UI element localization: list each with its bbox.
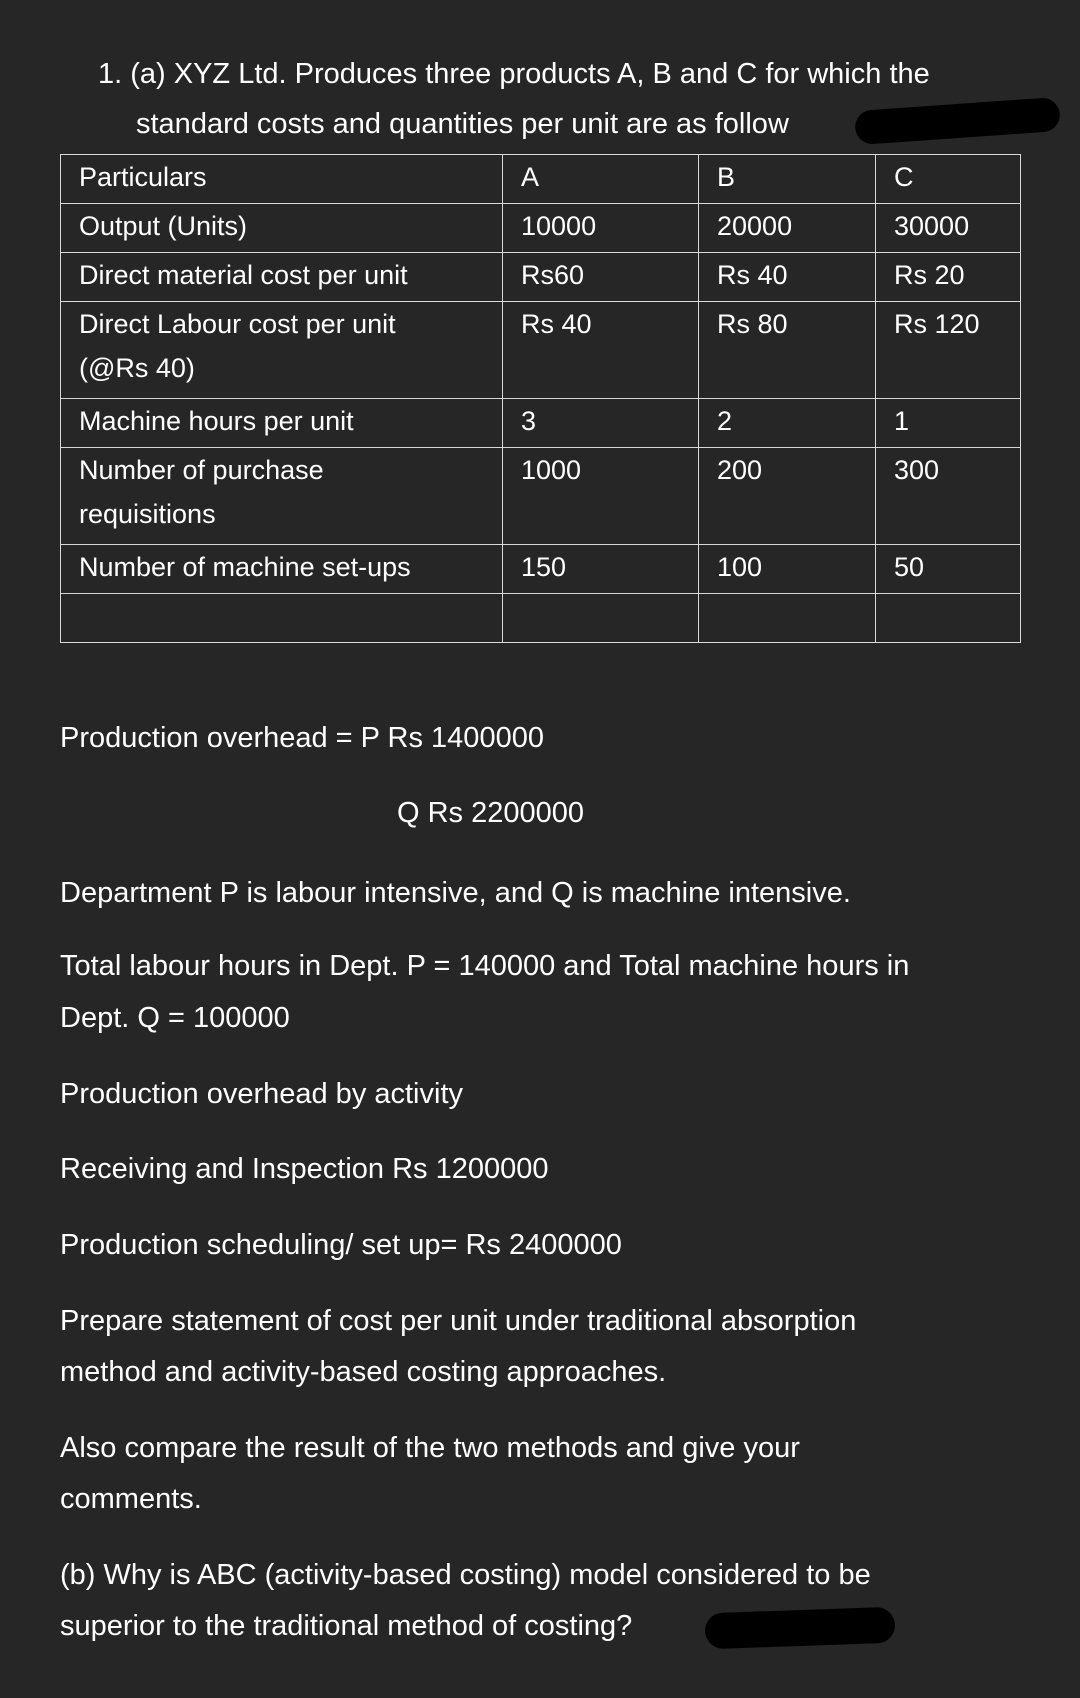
- cell-c: Rs 120: [876, 302, 1021, 399]
- table-row-purchase-requisitions: [61, 448, 1021, 545]
- cell-c: 300: [876, 448, 1021, 545]
- cell-c: 50: [876, 545, 1021, 594]
- cell-b: Rs 40: [699, 253, 876, 302]
- header-product-b: B: [699, 155, 876, 204]
- standard-costs-table: [60, 154, 1021, 643]
- row-label: Machine hours per unit: [61, 399, 503, 448]
- table-row-machine-setups: [61, 545, 1021, 594]
- empty-cell: [503, 594, 699, 643]
- cell-c: 30000: [876, 204, 1021, 253]
- header-product-a: A: [503, 155, 699, 204]
- row-label: Number of machine set-ups: [61, 545, 503, 594]
- cell-a: 3: [503, 399, 699, 448]
- question-line-2: standard costs and quantities per unit are as follow: [136, 108, 789, 140]
- part-b-line-2: superior to the traditional method of costing?: [60, 1610, 633, 1642]
- activity-heading: Production overhead by activity: [60, 1078, 463, 1110]
- row-label-cell: [61, 302, 503, 399]
- hours-line-1: Total labour hours in Dept. P = 140000 and Total machine hours in: [60, 950, 910, 982]
- row-label-sub: (@Rs 40): [79, 353, 195, 383]
- department-note: Department P is labour intensive, and Q is machine intensive.: [60, 877, 851, 909]
- empty-cell: [61, 594, 503, 643]
- redaction-scribble-bottom: [704, 1607, 895, 1650]
- activity-scheduling: Production scheduling/ set up= Rs 2400000: [60, 1229, 622, 1261]
- cell-a: Rs 40: [503, 302, 699, 399]
- row-label: Direct Labour cost per unit: [79, 309, 396, 339]
- cell-a: 150: [503, 545, 699, 594]
- table-row-output: [61, 204, 1021, 253]
- cell-c: Rs 20: [876, 253, 1021, 302]
- row-label: Direct material cost per unit: [61, 253, 503, 302]
- cell-b: 100: [699, 545, 876, 594]
- row-label-cell: [61, 448, 503, 545]
- empty-cell: [876, 594, 1021, 643]
- row-label: Output (Units): [61, 204, 503, 253]
- cell-b: Rs 80: [699, 302, 876, 399]
- cell-a: Rs60: [503, 253, 699, 302]
- row-label-sub: requisitions: [79, 499, 216, 529]
- cell-b: 200: [699, 448, 876, 545]
- compare-line-1: Also compare the result of the two methods and give your: [60, 1432, 800, 1464]
- compare-line-2: comments.: [60, 1483, 202, 1515]
- table-row-empty: [61, 594, 1021, 643]
- cell-c: 1: [876, 399, 1021, 448]
- table-row-machine-hours: [61, 399, 1021, 448]
- part-b-line-1: (b) Why is ABC (activity-based costing) model considered to be: [60, 1559, 871, 1591]
- cell-a: 10000: [503, 204, 699, 253]
- hours-line-2: Dept. Q = 100000: [60, 1002, 290, 1034]
- empty-cell: [699, 594, 876, 643]
- row-label: Number of purchase: [79, 455, 324, 485]
- cell-b: 20000: [699, 204, 876, 253]
- overhead-p-line: Production overhead = P Rs 1400000: [60, 722, 544, 754]
- prepare-line-2: method and activity-based costing approaches.: [60, 1356, 667, 1388]
- cell-b: 2: [699, 399, 876, 448]
- redaction-scribble-top: [854, 97, 1061, 145]
- cell-a: 1000: [503, 448, 699, 545]
- activity-receiving: Receiving and Inspection Rs 1200000: [60, 1153, 549, 1185]
- table-row-direct-labour: [61, 302, 1021, 399]
- header-product-c: C: [876, 155, 1021, 204]
- table-header-row: [61, 155, 1021, 204]
- overhead-q-line: Q Rs 2200000: [397, 797, 585, 829]
- table-row-direct-material: [61, 253, 1021, 302]
- header-particulars: Particulars: [61, 155, 503, 204]
- question-line-1: 1. (a) XYZ Ltd. Produces three products A, B and C for which the: [98, 58, 930, 90]
- prepare-line-1: Prepare statement of cost per unit under traditional absorption: [60, 1305, 857, 1337]
